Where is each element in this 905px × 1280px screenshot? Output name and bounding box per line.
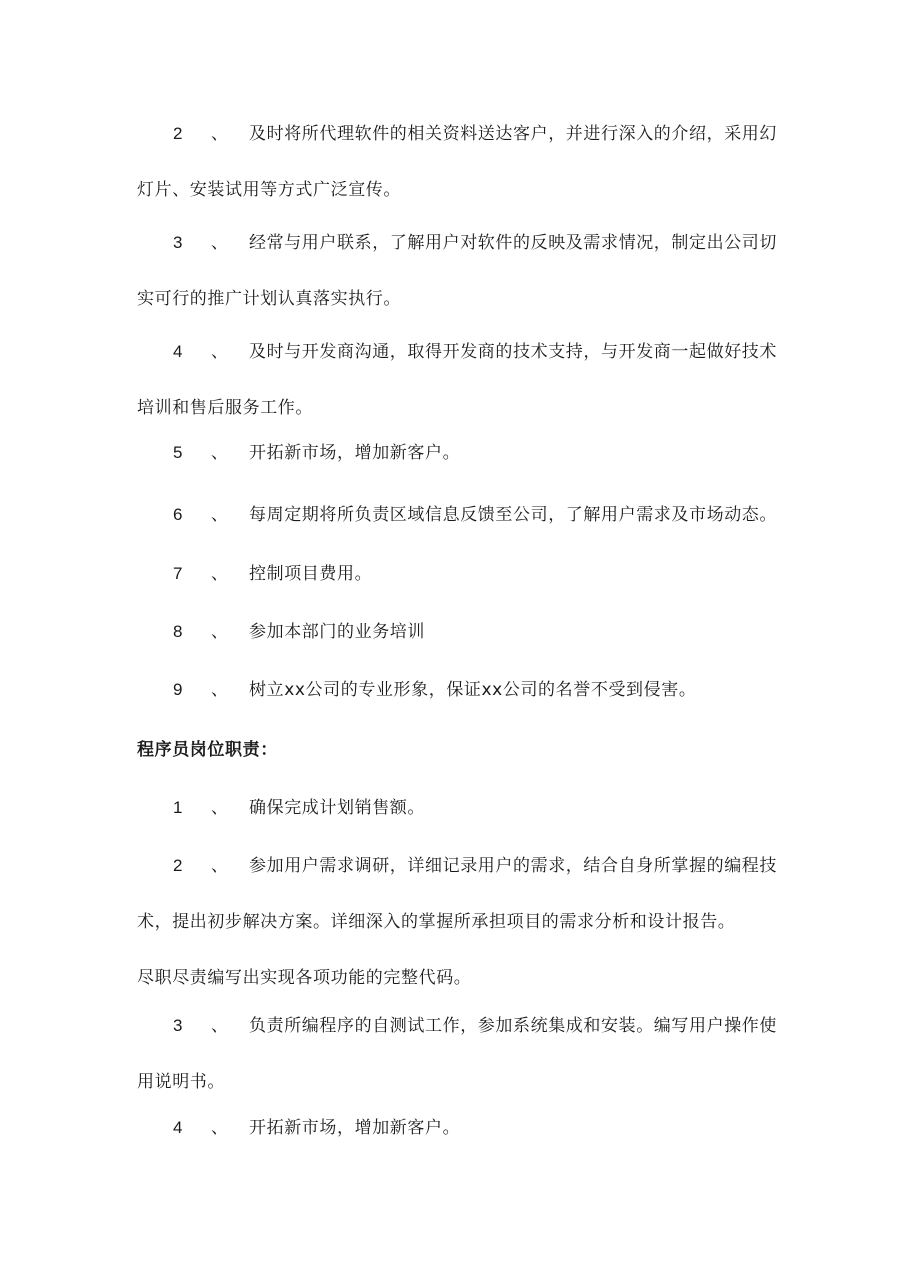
item-separator: 、 bbox=[211, 443, 229, 463]
item-first-line bbox=[137, 662, 777, 718]
item-text: 参加本部门的业务培训 bbox=[249, 622, 425, 642]
item-separator: 、 bbox=[211, 798, 229, 818]
item-number: 4 bbox=[173, 1118, 184, 1137]
list-item bbox=[137, 487, 777, 543]
item-text: 树立xx公司的专业形象，保证xx公司的名誉不受到侵害。 bbox=[249, 680, 697, 700]
item-first-line bbox=[137, 1100, 777, 1156]
item-first-line bbox=[137, 425, 777, 481]
item-text: 确保完成计划销售额。 bbox=[249, 798, 425, 818]
item-number: 2 bbox=[173, 856, 184, 875]
list-item bbox=[137, 106, 777, 218]
list-item bbox=[137, 662, 777, 718]
item-text: 经常与用户联系，了解用户对软件的反映及需求情况，制定出公司切 bbox=[249, 233, 777, 253]
item-number: 6 bbox=[173, 505, 184, 524]
item-first-line bbox=[137, 604, 777, 660]
section-heading: 程序员岗位职责： bbox=[137, 740, 278, 760]
list-item bbox=[137, 324, 777, 436]
item-first-line bbox=[137, 998, 777, 1054]
item-number: 1 bbox=[173, 798, 184, 817]
item-separator: 、 bbox=[211, 680, 229, 700]
item-first-line bbox=[137, 780, 777, 836]
item-number: 9 bbox=[173, 680, 184, 699]
item-first-line bbox=[137, 106, 777, 162]
item-continuation: 尽职尽责编写出实现各项功能的完整代码。 bbox=[137, 968, 472, 988]
item-text: 参加用户需求调研，详细记录用户的需求，结合自身所掌握的编程技 bbox=[249, 856, 777, 876]
item-continuation: 实可行的推广计划认真落实执行。 bbox=[137, 289, 401, 309]
item-text: 每周定期将所负责区域信息反馈至公司，了解用户需求及市场动态。 bbox=[249, 505, 777, 525]
item-separator: 、 bbox=[211, 505, 229, 525]
list-item bbox=[137, 838, 777, 1006]
list-item bbox=[137, 998, 777, 1110]
item-first-line bbox=[137, 487, 777, 543]
item-continuation: 培训和售后服务工作。 bbox=[137, 398, 313, 418]
item-text: 开拓新市场，增加新客户。 bbox=[249, 1118, 461, 1138]
item-text: 及时将所代理软件的相关资料送达客户，并进行深入的介绍，采用幻 bbox=[249, 124, 777, 144]
item-text: 负责所编程序的自测试工作，参加系统集成和安装。编写用户操作使 bbox=[249, 1016, 777, 1036]
item-separator: 、 bbox=[211, 1118, 229, 1138]
item-number: 3 bbox=[173, 233, 184, 252]
item-number: 8 bbox=[173, 622, 184, 641]
list-item bbox=[137, 546, 777, 602]
item-text: 控制项目费用。 bbox=[249, 564, 373, 584]
item-separator: 、 bbox=[211, 233, 229, 253]
item-separator: 、 bbox=[211, 564, 229, 584]
list-item bbox=[137, 215, 777, 327]
item-continuation: 术，提出初步解决方案。详细深入的掌握所承担项目的需求分析和设计报告。 bbox=[137, 912, 736, 932]
item-first-line bbox=[137, 324, 777, 380]
item-text: 及时与开发商沟通，取得开发商的技术支持，与开发商一起做好技术 bbox=[249, 342, 777, 362]
list-item bbox=[137, 780, 777, 836]
item-separator: 、 bbox=[211, 856, 229, 876]
item-first-line bbox=[137, 546, 777, 602]
item-text: 开拓新市场，增加新客户。 bbox=[249, 443, 461, 463]
item-separator: 、 bbox=[211, 622, 229, 642]
list-item bbox=[137, 425, 777, 481]
item-first-line bbox=[137, 215, 777, 271]
item-separator: 、 bbox=[211, 124, 229, 144]
item-number: 5 bbox=[173, 443, 184, 462]
list-item bbox=[137, 1100, 777, 1156]
list-item bbox=[137, 604, 777, 660]
item-number: 2 bbox=[173, 124, 184, 143]
item-continuation: 灯片、安装试用等方式广泛宣传。 bbox=[137, 180, 401, 200]
item-separator: 、 bbox=[211, 1016, 229, 1036]
item-number: 7 bbox=[173, 564, 184, 583]
item-number: 4 bbox=[173, 342, 184, 361]
item-first-line bbox=[137, 838, 777, 894]
item-separator: 、 bbox=[211, 342, 229, 362]
item-number: 3 bbox=[173, 1016, 184, 1035]
item-continuation: 用说明书。 bbox=[137, 1072, 225, 1092]
